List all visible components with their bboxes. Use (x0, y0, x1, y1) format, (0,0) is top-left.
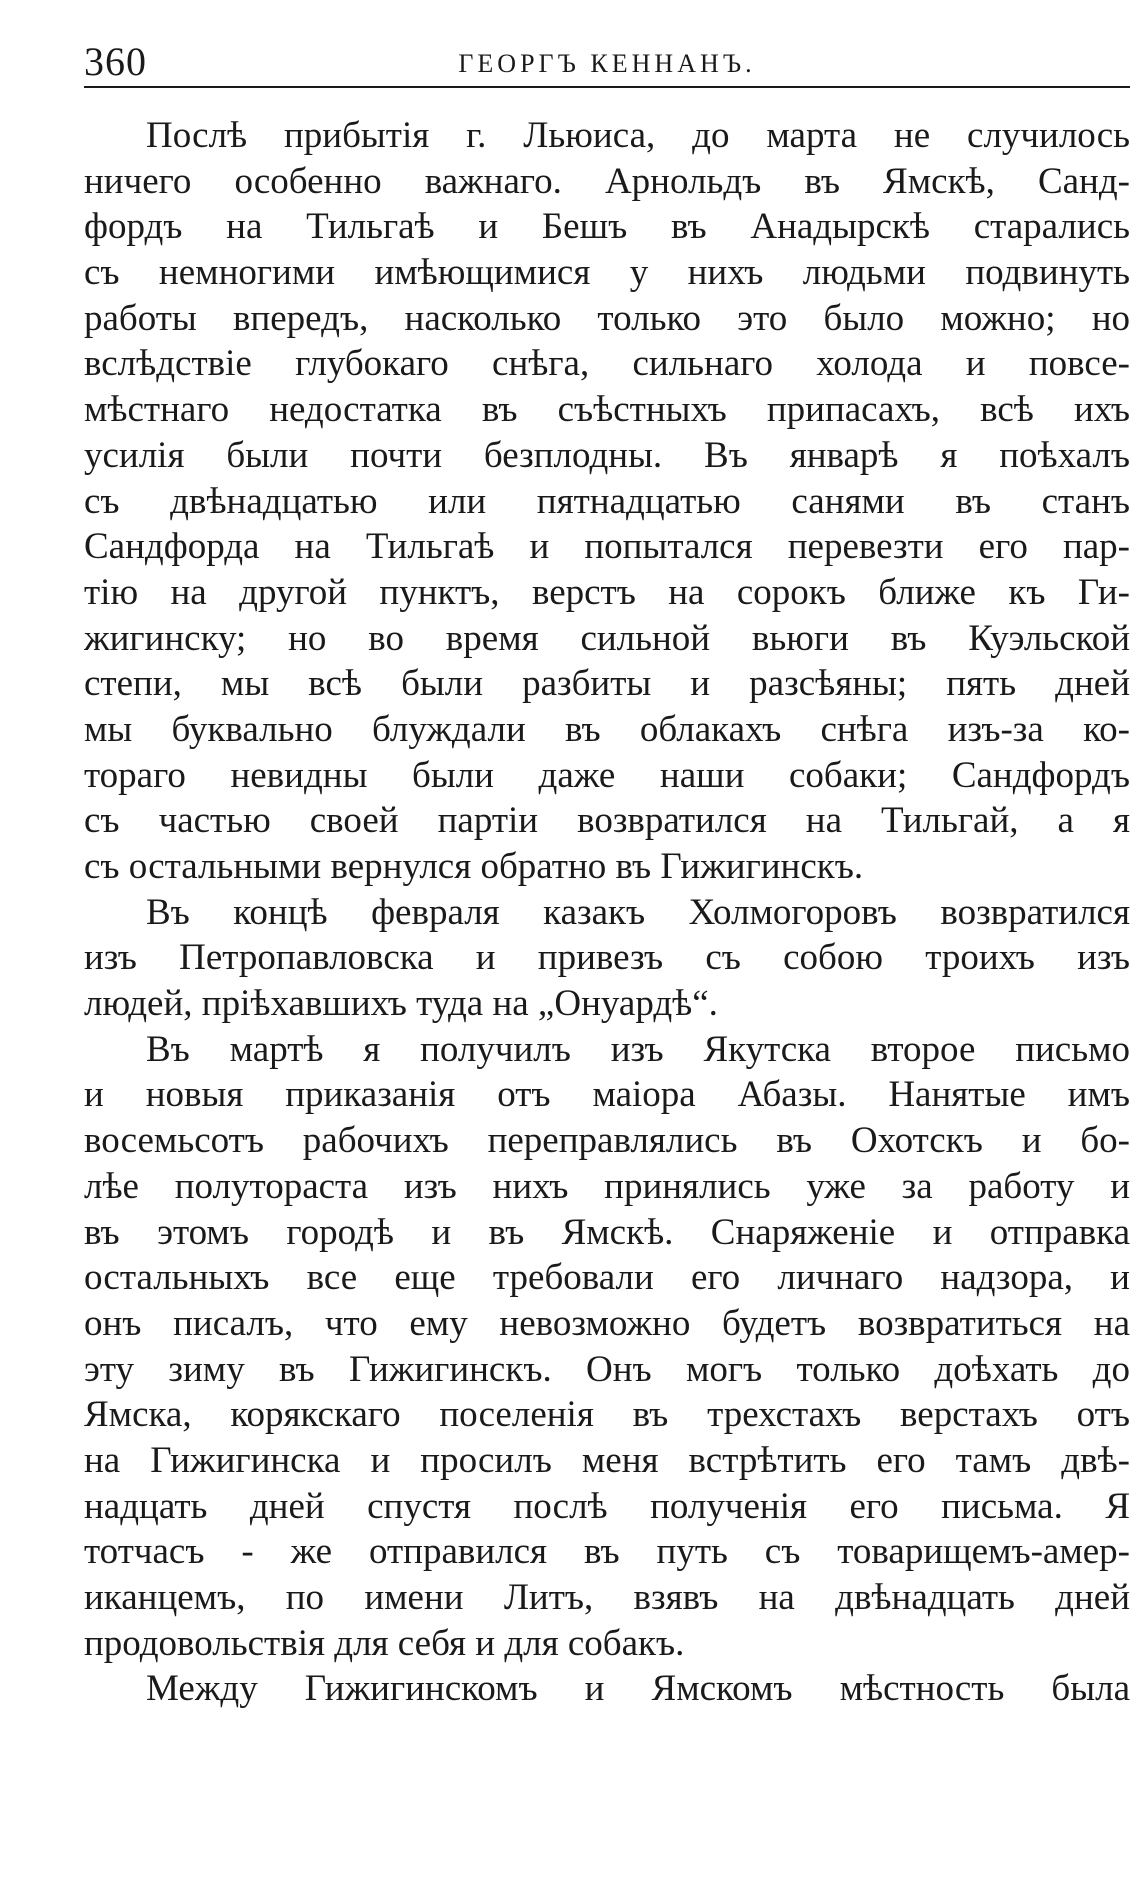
text-line: съ остальными вернулся обратно въ Гижигинскъ. (84, 846, 864, 887)
text-line: продовольствія для себя и для собакъ. (84, 1622, 685, 1664)
text-line: изъ Петропавловска и привезъ съ собою троихъ изъ (84, 937, 1130, 979)
text-line: надцать дней спустя послѣ полученія его письма. Я (84, 1485, 1130, 1527)
body-text (84, 113, 1130, 1712)
page-number: 360 (84, 39, 147, 84)
text-line: на Гижигинска и просилъ меня встрѣтить его тамъ двѣ- (84, 1439, 1130, 1481)
text-line: Ямска, корякскаго поселенія въ трехстахъ верстахъ отъ (84, 1394, 1130, 1436)
page-header (84, 36, 1130, 88)
text-line: степи, мы всѣ были разбиты и разсѣяны; пять дней (84, 663, 1130, 705)
text-line: фордъ на Тильгаѣ и Бешъ въ Анадырскѣ старались (84, 206, 1130, 248)
text-line: въ этомъ городѣ и въ Ямскѣ. Снаряженіе и отправка (84, 1211, 1130, 1253)
text-line: тораго невидны были даже наши собаки; Сандфордъ (84, 754, 1130, 796)
text-line: усилія были почти безплодны. Въ январѣ я поѣхалъ (84, 434, 1130, 476)
text-line: вслѣдствіе глубокаго снѣга, сильнаго холода и повсе- (84, 343, 1130, 385)
text-line: тотчасъ - же отправился въ путь съ товарищемъ-амер- (84, 1531, 1130, 1573)
text-line: Между Гижигинскомъ и Ямскомъ мѣстность была (146, 1668, 1130, 1710)
text-line: восемьсотъ рабочихъ переправлялись въ Охотскъ и бо- (84, 1120, 1130, 1162)
text-line: остальныхъ все еще требовали его личнаго надзора, и (84, 1257, 1130, 1299)
text-line: Послѣ прибытія г. Льюиса, до марта не случилось (146, 115, 1130, 156)
text-line: съ немногими имѣющимися у нихъ людьми подвинуть (84, 252, 1130, 294)
text-line: ничего особенно важнаго. Арнольдъ въ Ямскѣ, Санд- (84, 160, 1130, 202)
text-line: съ двѣнадцатью или пятнадцатью санями въ станъ (84, 480, 1130, 522)
text-line: лѣе полутораста изъ нихъ принялись уже за работу и (84, 1165, 1130, 1207)
text-line: людей, пріѣхавшихъ туда на „Онуардѣ“. (84, 983, 718, 1025)
text-line: иканцемъ, по имени Литъ, взявъ на двѣнадцать дней (84, 1577, 1130, 1618)
text-line: мѣстнаго недостатка въ съѣстныхъ припасахъ, всѣ ихъ (84, 389, 1130, 431)
text-line: Сандфорда на Тильгаѣ и попытался перевезти его пар- (84, 526, 1130, 568)
text-line: и новыя приказанія отъ маіора Абазы. Нанятые имъ (84, 1074, 1130, 1116)
header-rule (84, 86, 1130, 88)
text-line: работы впередъ, насколько только это было можно; но (84, 297, 1130, 339)
text-line: Въ мартѣ я получилъ изъ Якутска второе письмо (146, 1028, 1130, 1070)
text-line: онъ писалъ, что ему невозможно будетъ возвратиться на (84, 1302, 1130, 1344)
text-line: съ частью своей партіи возвратился на Тильгай, а я (84, 800, 1130, 842)
running-title: ГЕОРГЪ КЕННАНЪ. (458, 49, 756, 78)
text-line: мы буквально блуждали въ облакахъ снѣга изъ-за ко- (84, 708, 1130, 750)
text-line: Въ концѣ февраля казакъ Холмогоровъ возвратился (146, 891, 1130, 933)
text-line: жигинску; но во время сильной вьюги въ Куэльской (84, 617, 1130, 659)
text-line: эту зиму въ Гижигинскъ. Онъ могъ только доѣхать до (84, 1348, 1130, 1390)
text-line: тію на другой пунктъ, верстъ на сорокъ ближе къ Ги- (84, 571, 1130, 613)
